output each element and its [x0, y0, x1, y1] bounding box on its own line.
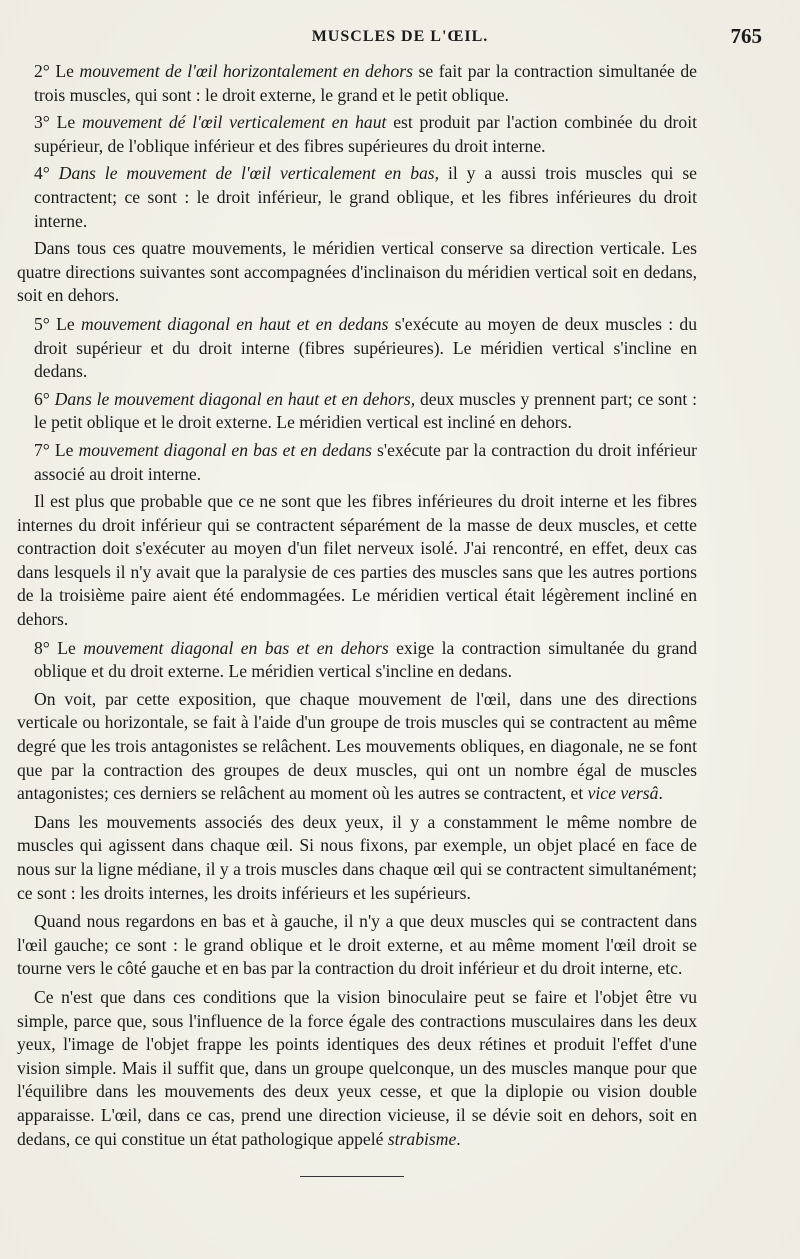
italic-text: mouvement diagonal en bas et en dehors — [83, 637, 389, 658]
paragraph — [17, 986, 697, 1151]
text-run: Quand nous regardons en bas et à gauche, il n'y a que deux muscles qui se contractent dans l'œil gauche; ce sont : le grand oblique et le droit externe, et au même moment l'œil droit se tourne vers le côté gauche et en bas par la contraction du droit inférieur et du droit interne, etc. — [17, 911, 697, 979]
page-number: 765 — [730, 24, 762, 48]
paragraph — [17, 237, 697, 308]
paragraph — [17, 910, 697, 981]
paragraph — [17, 162, 697, 233]
text-run: 4° — [34, 163, 59, 184]
paragraph — [17, 637, 697, 684]
paragraph — [17, 439, 697, 486]
text-run: Dans tous ces quatre mouvements, le méridien vertical conserve sa direction verticale. Les quatre directions suivantes sont accompagnées d'inclinaison du méridien vertical soit en dedans, soit en dehors. — [17, 238, 697, 306]
paragraph — [17, 388, 697, 435]
text-run: Ce n'est que dans ces conditions que la vision binoculaire peut se faire et l'objet être vu simple, parce que, sous l'influence de la force égale des contractions musculaires dans les deux yeux, l'image de l'objet frappe les points identiques des deux rétines et produit l'effet d'une vision simple. Mais il suffit que, dans un groupe quelconque, un des muscles manque pour que l'équilibre dans les mouvements des deux yeux cesse, et que la diplopie ou vision double apparaisse. L'œil, dans ce cas, prend une direction vicieuse, il se dévie soit en dehors, soit en dedans, ce qui constitue un état pathologique appelé — [17, 986, 697, 1149]
paragraph — [17, 111, 697, 158]
text-run: s'exécute au moyen de deux muscles : du droit supérieur et du droit interne (fibres supérieures). Le méridien vertical s'incline en dedans. — [34, 313, 697, 382]
text-run: Dans les mouvements associés des deux yeux, il y a constamment le même nombre de muscles qui agissent dans chaque œil. Si nous fixons, par exemple, un objet placé en face de nous sur la ligne médiane, il y a trois muscles dans chaque œil qui se contractent simultanément; ce sont : les droits internes, les droits inférieurs et les supérieurs. — [17, 811, 697, 903]
text-run: 7° Le — [34, 439, 79, 460]
paragraph — [17, 60, 697, 107]
italic-text: strabisme — [387, 1128, 457, 1149]
page-header — [30, 22, 770, 52]
text-run: . — [456, 1128, 461, 1149]
italic-text: mouvement diagonal en bas et en dedans — [78, 439, 372, 460]
text-run: . — [658, 783, 663, 804]
italic-text: mouvement diagonal en haut et en dedans — [80, 313, 389, 334]
text-run: 6° — [34, 388, 55, 409]
text-run: 5° Le — [34, 313, 81, 334]
text-run: se fait par la contraction simultanée de trois muscles, qui sont : le droit externe, le grand et le petit oblique. — [34, 61, 697, 105]
paragraph — [17, 490, 697, 632]
text-run: exige la contraction simultanée du grand oblique et du droit externe. Le méridien vertical s'incline en dedans. — [34, 637, 697, 682]
text-run: deux muscles y prennent part; ce sont : le petit oblique et le droit externe. Le méridien vertical est incliné en dehors. — [34, 388, 697, 433]
italic-text: vice versâ — [587, 783, 659, 804]
text-run: 8° Le — [34, 637, 84, 658]
running-title: MUSCLES DE L'ŒIL. — [311, 28, 489, 45]
body-text — [17, 60, 697, 1156]
italic-text: Dans le mouvement diagonal en haut et en dehors, — [54, 388, 416, 409]
text-run: 3° Le — [34, 112, 82, 133]
paragraph — [17, 688, 697, 806]
italic-text: mouvement dé l'œil verticalement en haut — [81, 112, 387, 133]
text-run: On voit, par cette exposition, que chaque mouvement de l'œil, dans une des directions verticale ou horizontale, se fait à l'aide d'un groupe de trois muscles qui se contractent au même degré que les trois antagonistes se relâchent. Les mouvements obliques, en diagonale, ne se font que par la contraction des groupes de deux muscles, qui ont un nombre égal de muscles antagonistes; ces derniers se relâchent au moment où les autres se contractent, et — [17, 688, 697, 804]
text-run: est produit par l'action combinée du droit supérieur, de l'oblique inférieur et des fibres supérieures du droit interne. — [34, 112, 697, 156]
text-run: il y a aussi trois muscles qui se contractent; ce sont : le droit inférieur, le grand oblique, et les fibres inférieures du droit interne. — [34, 163, 697, 231]
italic-text: mouvement de l'œil horizontalement en dehors — [79, 61, 413, 81]
text-run: s'exécute par la contraction du droit inférieur associé au droit interne. — [34, 439, 697, 484]
text-run: 2° Le — [34, 61, 80, 81]
paragraph — [17, 811, 697, 905]
italic-text: Dans le mouvement de l'œil verticalement en bas, — [58, 163, 440, 184]
footer-rule — [300, 1176, 404, 1177]
text-run: Il est plus que probable que ce ne sont que les fibres inférieures du droit interne et les fibres internes du droit inférieur qui se contractent séparément de la masse de deux muscles, et cette contraction doit s'exécuter au moyen d'un filet nerveux isolé. J'ai rencontré, en effet, deux cas dans lesquels il n'y avait que la paralysie de ces parties des muscles sans que les autres portions de la troisième paire aient été endommagées. Le méridien vertical était légèrement incliné en dehors. — [17, 491, 697, 630]
paragraph — [17, 313, 697, 384]
